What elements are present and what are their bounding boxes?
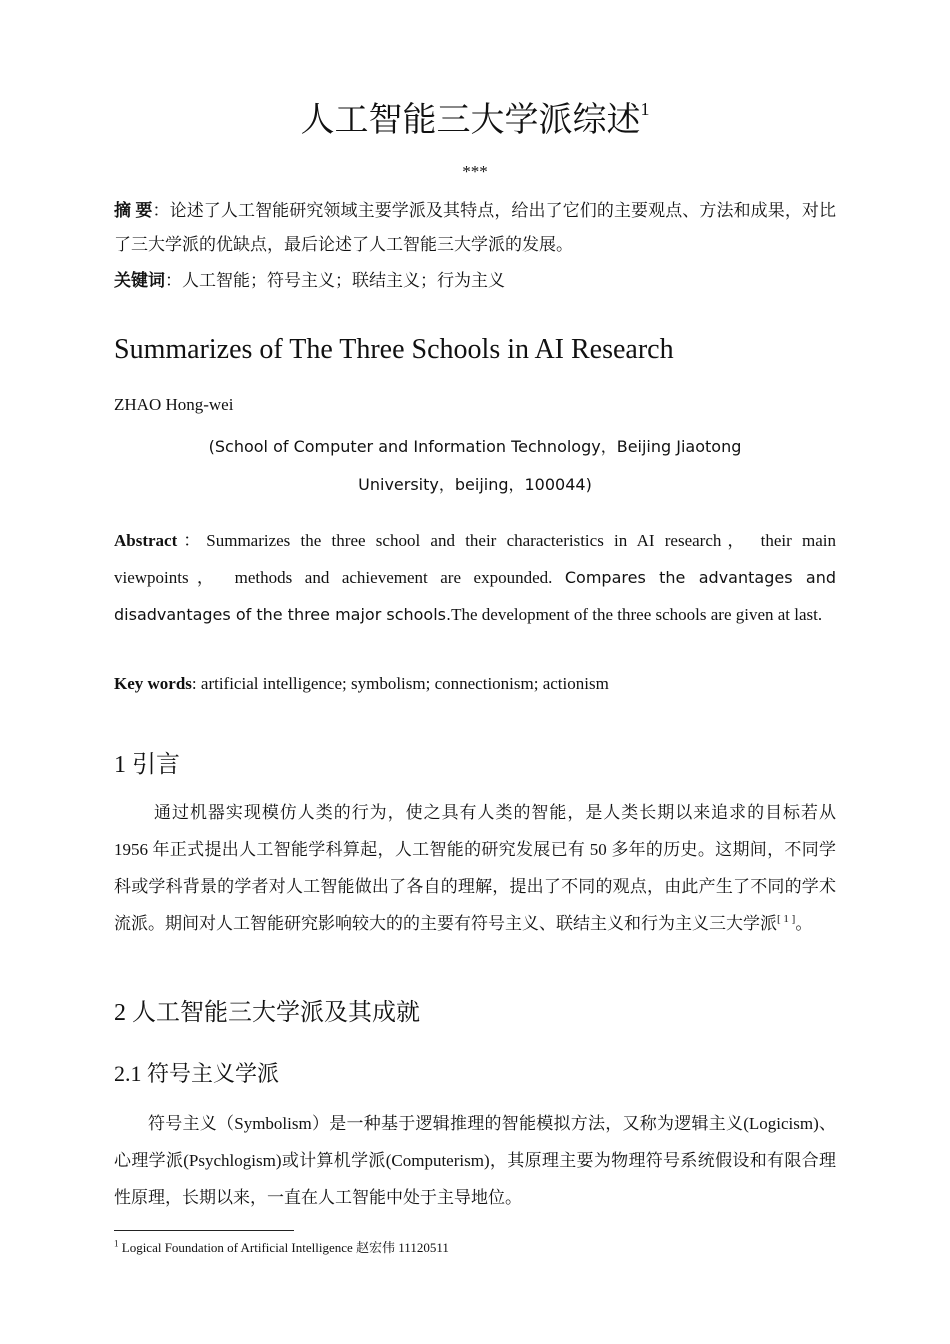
- english-keywords-text: : artificial intelligence; symbolism; connectionism; actionism: [191, 674, 609, 693]
- section-1-heading: 1 引言: [114, 752, 180, 778]
- paper-title: [0, 92, 950, 141]
- chinese-keywords-text: 人工智能；符号主义；联结主义；行为主义: [182, 271, 505, 290]
- chinese-abstract-label: 摘 要: [114, 201, 153, 220]
- paper-title-text: 人工智能三大学派综述: [300, 102, 641, 139]
- english-abstract: [114, 522, 836, 633]
- author-placeholder: ***: [462, 162, 488, 181]
- english-abstract-text-2: Compares the advantages and disadvantages of the three major schools.: [114, 568, 836, 624]
- title-footnote-mark: 1: [640, 98, 650, 119]
- author-name: ZHAO Hong-wei: [114, 395, 234, 414]
- english-keywords: [114, 674, 609, 694]
- english-title: Summarizes of The Three Schools in AI Research: [114, 334, 674, 365]
- chinese-abstract: [114, 194, 836, 262]
- chinese-keywords: [114, 266, 836, 296]
- footnote: [114, 1237, 449, 1256]
- english-abstract-label: Abstract: [114, 531, 178, 550]
- chinese-keywords-label: 关键词: [114, 271, 165, 290]
- footnote-mark: 1: [114, 1238, 119, 1249]
- section-1-end: 。: [795, 914, 813, 933]
- section-2-1-heading: 2.1 符号主义学派: [114, 1061, 280, 1086]
- affiliation-line-1: (School of Computer and Information Technology，Beijing Jiaotong: [208, 437, 742, 456]
- english-abstract-text-3: The development of the three schools are given at last.: [451, 605, 823, 624]
- english-keywords-label: Key words: [114, 674, 192, 693]
- english-abstract-text-1: Summarizes the three school and their characteristics in AI research， their main viewpoints， methods and achievement are expounded.: [114, 531, 837, 587]
- section-2-heading: 2 人工智能三大学派及其成就: [114, 1000, 420, 1026]
- chinese-keywords-colon: ：: [165, 271, 182, 290]
- section-1-paragraph: [114, 794, 836, 945]
- section-2-1-paragraph: 符号主义（Symbolism）是一种基于逻辑推理的智能模拟方法，又称为逻辑主义(Logicism)、心理学派(Psychlogism)或计算机学派(Computerism)，其原理主要为物理符号系统假设和有限合理性原理，长期以来，一直在人工智能中处于主导地位。: [114, 1114, 836, 1207]
- citation-1: [ 1 ]: [777, 913, 796, 925]
- chinese-abstract-text: 论述了人工智能研究领域主要学派及其特点，给出了它们的主要观点、方法和成果，对比了三大学派的优缺点，最后论述了人工智能三大学派的发展。: [114, 201, 837, 254]
- author-affiliation: [180, 428, 770, 504]
- chinese-abstract-colon: ：: [152, 201, 170, 220]
- affiliation-line-2: University，beijing，100044): [358, 475, 592, 494]
- footnote-divider: [114, 1230, 294, 1231]
- section-1-text: 通过机器实现模仿人类的行为，使之具有人类的智能，是人类长期以来追求的目标若从 1956 年正式提出人工智能学科算起，人工智能的研究发展已有 50 多年的历史。这期间，不同学科或学科背景的学者对人工智能做出了各自的理解，提出了不同的观点，由此产生了不同的学术流派。期间对人工智能研究影响较大的的主要有符号主义、联结主义和行为主义三大学派: [114, 803, 836, 933]
- english-abstract-colon: ：: [177, 531, 207, 550]
- footnote-text: Logical Foundation of Artificial Intelligence 赵宏伟 11120511: [118, 1240, 449, 1255]
